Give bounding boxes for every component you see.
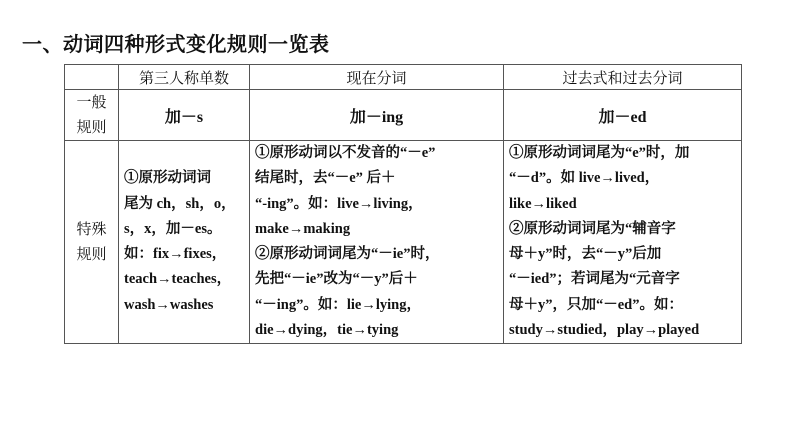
rule-line: “－d”。如 live→lived， — [509, 170, 660, 187]
label-line: 规则 — [76, 118, 107, 136]
rule-line: make→making — [255, 220, 351, 237]
general-past-forms: 加－ed — [504, 90, 742, 141]
header-row — [65, 65, 742, 90]
header-present-participle: 现在分词 — [250, 65, 504, 90]
rule-line: 母＋y”，只加“－ed”。如： — [509, 296, 683, 313]
rule-line: “-ing”。如：live→living， — [255, 195, 423, 212]
special-third-person — [119, 141, 250, 344]
general-present-participle: 加－ing — [250, 90, 504, 141]
rule-line: 结尾时，去“－e” 后＋ — [255, 170, 396, 187]
rule-line: like→liked — [509, 195, 577, 212]
general-rule-label — [65, 90, 119, 141]
rule-line: “－ied”；若词尾为“元音字 — [509, 271, 680, 288]
rule-line: ①原形动词词 — [124, 170, 211, 187]
rule-line: “－ing”。如：lie→lying， — [255, 296, 421, 313]
label-line: 特殊 — [76, 220, 107, 239]
rule-line: ②原形动词词尾为“辅音字 — [509, 220, 676, 237]
general-third-person: 加－s — [119, 90, 250, 141]
rule-line: teach→teaches， — [124, 271, 232, 288]
label-line: 一般 — [76, 93, 107, 111]
header-corner — [65, 65, 119, 90]
special-present-participle — [250, 141, 504, 344]
rule-line: wash→washes — [124, 296, 214, 313]
special-rule-label — [65, 141, 119, 344]
special-past-forms — [504, 141, 742, 344]
rule-line: s，x，加－es。 — [124, 220, 222, 237]
rule-line: 母＋y”时，去“－y”后加 — [509, 246, 662, 263]
page-title: 一、动词四种形式变化规则一览表 — [22, 32, 330, 56]
header-past-forms: 过去式和过去分词 — [504, 65, 742, 90]
rule-line: die→dying，tie→tying — [255, 322, 399, 339]
rule-line: ②原形动词词尾为“－ie”时， — [255, 246, 440, 263]
rule-line: ①原形动词以不发音的“－e” — [255, 145, 436, 161]
rule-line: 如：fix→fixes， — [124, 246, 227, 263]
label-line: 规则 — [76, 245, 107, 264]
rule-line: ①原形动词词尾为“e”时，加 — [509, 145, 690, 161]
special-rule-row — [65, 141, 742, 344]
header-third-person: 第三人称单数 — [119, 65, 250, 90]
rule-line: study→studied，play→played — [509, 322, 700, 339]
verb-forms-table — [64, 64, 742, 344]
general-rule-row — [65, 90, 742, 141]
rule-line: 尾为 ch，sh，o， — [124, 195, 236, 212]
rule-line: 先把“－ie”改为“－y”后＋ — [255, 271, 418, 288]
